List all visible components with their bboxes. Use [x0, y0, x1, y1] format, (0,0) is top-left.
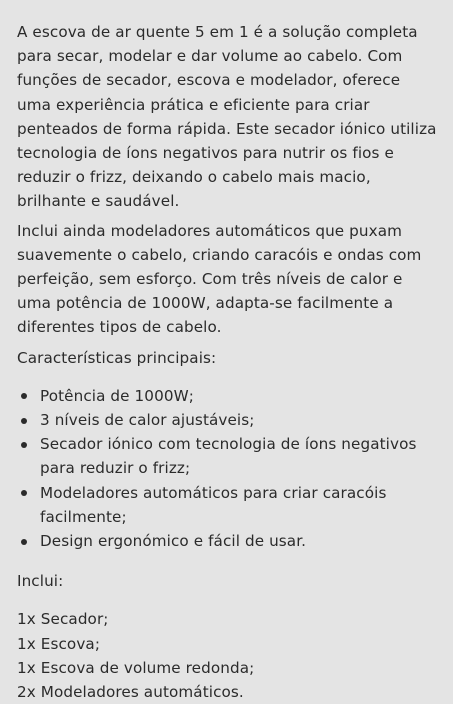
- feature-text: Design ergonómico e fácil de usar.: [40, 532, 307, 551]
- bullet-icon: [21, 393, 27, 399]
- feature-text: Modeladores automáticos para criar caracóis facilmente;: [40, 483, 387, 526]
- bullet-icon: [21, 442, 27, 448]
- bullet-icon: [21, 418, 27, 424]
- includes-heading: Inclui:: [17, 572, 64, 591]
- bullet-icon: [21, 490, 27, 496]
- features-list: [17, 384, 439, 553]
- includes-item: 1x Secador;: [17, 610, 109, 629]
- feature-text: 3 níveis de calor ajustáveis;: [40, 411, 255, 430]
- includes-item: 1x Escova;: [17, 634, 101, 653]
- description-paragraph: A escova de ar quente 5 em 1 é a solução completa para secar, modelar e dar volume ao cabelo. Com funções de secador, escova e modelador, oferece uma experiência prática e eficiente para criar penteados de forma rápida. Este secador iónico utiliza tecnologia de íons negativos para nutrir os fios e reduzir o frizz, deixando o cabelo mais macio, brilhante e saudável.: [17, 23, 437, 211]
- includes-item: 2x Modeladores automáticos.: [17, 683, 244, 702]
- includes-item: 1x Escova de volume redonda;: [17, 658, 255, 677]
- includes-list: [17, 607, 439, 704]
- feature-item: [17, 384, 439, 408]
- bullet-icon: [21, 539, 27, 545]
- feature-item: [17, 432, 439, 480]
- feature-item: [17, 408, 439, 432]
- description-paragraph: Inclui ainda modeladores automáticos que puxam suavemente o cabelo, criando caracóis e ondas com perfeição, sem esforço. Com três níveis de calor e uma potência de 1000W, adapta-se facilmente a diferentes tipos de cabelo.: [17, 221, 422, 337]
- features-heading: Características principais:: [17, 348, 217, 367]
- feature-item: [17, 481, 439, 529]
- feature-text: Secador iónico com tecnologia de íons negativos para reduzir o frizz;: [40, 435, 417, 478]
- feature-text: Potência de 1000W;: [40, 386, 194, 405]
- feature-item: [17, 529, 439, 553]
